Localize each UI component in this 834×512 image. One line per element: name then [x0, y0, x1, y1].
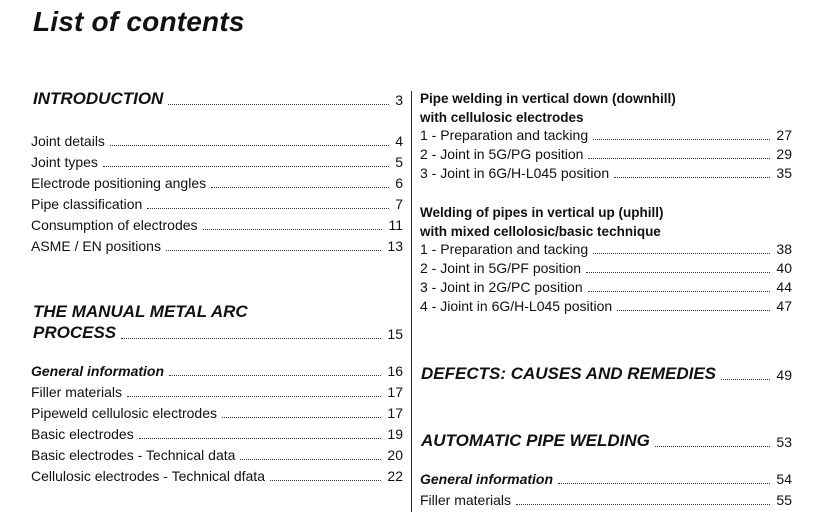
toc-entry[interactable]	[31, 384, 403, 401]
toc-entry-page: 44	[776, 279, 792, 295]
section-heading-uphill: Welding of pipes in vertical up (uphill)	[420, 205, 664, 220]
section-heading-downhill: Pipe welding in vertical down (downhill)	[420, 91, 676, 106]
leader-dots	[614, 177, 770, 178]
section-subheading-downhill: with cellulosic electrodes	[420, 110, 584, 125]
leader-dots	[593, 253, 770, 254]
toc-entry[interactable]	[31, 426, 403, 443]
leader-dots	[240, 459, 381, 460]
leader-dots	[147, 208, 389, 209]
toc-entry-label: Cellulosic electrodes - Technical dfata	[31, 468, 265, 484]
column-divider	[411, 91, 412, 512]
leader-dots	[270, 480, 381, 481]
toc-entry-general-information[interactable]	[31, 363, 403, 380]
leader-dots	[222, 417, 381, 418]
toc-entry[interactable]	[420, 298, 792, 315]
toc-entry-label: AUTOMATIC PIPE WELDING	[421, 431, 650, 450]
toc-entry[interactable]	[31, 238, 403, 255]
toc-entry-defects[interactable]	[421, 364, 792, 384]
leader-dots	[169, 375, 381, 376]
leader-dots	[588, 291, 771, 292]
toc-entry[interactable]	[420, 260, 792, 277]
toc-entry-label: 4 - Jioint in 6G/H-L045 position	[420, 298, 613, 314]
toc-entry-page: 17	[387, 405, 403, 421]
leader-dots	[588, 158, 770, 159]
leader-dots	[166, 250, 381, 251]
toc-entry[interactable]	[420, 279, 792, 296]
toc-entry[interactable]	[31, 468, 403, 485]
toc-entry-label: 1 - Preparation and tacking	[420, 127, 589, 143]
section-heading-mma: THE MANUAL METAL ARC	[33, 302, 248, 321]
leader-dots	[139, 438, 382, 439]
toc-entry-automatic-pipe-welding[interactable]	[421, 431, 792, 451]
toc-entry-label: Filler materials	[420, 492, 512, 508]
toc-entry-page: 7	[395, 196, 403, 212]
toc-entry[interactable]	[31, 447, 403, 464]
leader-dots	[558, 483, 770, 484]
leader-dots	[203, 229, 383, 230]
toc-entry-label: 3 - Joint in 6G/H-L045 position	[420, 165, 610, 181]
toc-entry-label: 3 - Joint in 2G/PC position	[420, 279, 583, 295]
toc-entry[interactable]	[31, 133, 403, 150]
toc-entry-mma-process[interactable]	[33, 323, 403, 343]
toc-entry-page: 29	[776, 146, 792, 162]
toc-entry[interactable]	[420, 241, 792, 258]
toc-entry-label: General information	[31, 363, 165, 379]
toc-entry-label: DEFECTS: CAUSES AND REMEDIES	[421, 364, 717, 383]
leader-dots	[516, 504, 770, 505]
toc-entry-label: Basic electrodes	[31, 426, 134, 442]
toc-entry-page: 6	[395, 175, 403, 191]
leader-dots	[103, 166, 389, 167]
toc-entry-label: General information	[420, 471, 554, 487]
toc-entry-page: 20	[387, 447, 403, 463]
leader-dots	[586, 272, 770, 273]
toc-entry-page: 47	[776, 298, 792, 314]
leader-dots	[127, 396, 381, 397]
toc-entry-label: Basic electrodes - Technical data	[31, 447, 236, 463]
toc-entry-label: PROCESS	[33, 323, 117, 342]
leader-dots	[593, 139, 770, 140]
toc-entry-label: Electrode positioning angles	[31, 175, 207, 191]
toc-entry-page: 22	[387, 468, 403, 484]
toc-entry-page: 38	[776, 241, 792, 257]
toc-entry[interactable]	[420, 146, 792, 163]
toc-entry[interactable]	[31, 217, 403, 234]
toc-entry-label: Joint details	[31, 133, 105, 149]
toc-entry[interactable]	[31, 405, 403, 422]
toc-entry-page: 11	[388, 217, 403, 233]
toc-entry-page: 55	[776, 492, 792, 508]
toc-entry-label: 2 - Joint in 5G/PF position	[420, 260, 582, 276]
toc-entry-label: Pipe classification	[31, 196, 143, 212]
toc-entry[interactable]	[31, 196, 403, 213]
toc-entry-label: Filler materials	[31, 384, 123, 400]
section-subheading-uphill: with mixed cellolosic/basic technique	[420, 224, 661, 239]
toc-entry-label: Pipeweld cellulosic electrodes	[31, 405, 217, 421]
toc-entry-page: 27	[776, 127, 792, 143]
toc-entry-page: 13	[387, 238, 403, 254]
toc-entry-page: 5	[395, 154, 403, 170]
leader-dots	[211, 187, 389, 188]
toc-entry-page: 4	[395, 133, 403, 149]
toc-entry-page: 49	[776, 367, 792, 383]
leader-dots	[110, 145, 389, 146]
toc-entry-page: 54	[776, 471, 792, 487]
toc-entry-page: 19	[387, 426, 403, 442]
toc-entry-label: ASME / EN positions	[31, 238, 161, 254]
toc-entry-page: 16	[387, 363, 403, 379]
leader-dots	[121, 338, 381, 339]
toc-entry-page: 15	[387, 326, 403, 342]
toc-entry[interactable]	[420, 492, 792, 509]
toc-entry-page: 3	[395, 92, 403, 108]
toc-entry[interactable]	[31, 154, 403, 171]
toc-entry-introduction[interactable]	[33, 89, 403, 109]
page-title: List of contents	[33, 6, 245, 37]
toc-entry-label: INTRODUCTION	[33, 89, 164, 108]
leader-dots	[655, 446, 771, 447]
toc-entry-label: 2 - Joint in 5G/PG position	[420, 146, 584, 162]
toc-entry-label: 1 - Preparation and tacking	[420, 241, 589, 257]
toc-entry-label: Joint types	[31, 154, 98, 170]
toc-entry-page: 53	[776, 434, 792, 450]
leader-dots	[721, 379, 770, 380]
toc-entry[interactable]	[31, 175, 403, 192]
toc-entry-page: 40	[776, 260, 792, 276]
leader-dots	[168, 104, 389, 105]
toc-entry[interactable]	[420, 165, 792, 182]
toc-entry-general-information[interactable]	[420, 471, 792, 488]
toc-entry-label: Consumption of electrodes	[31, 217, 198, 233]
toc-entry[interactable]	[420, 127, 792, 144]
toc-entry-page: 17	[387, 384, 403, 400]
leader-dots	[617, 310, 770, 311]
toc-entry-page: 35	[776, 165, 792, 181]
